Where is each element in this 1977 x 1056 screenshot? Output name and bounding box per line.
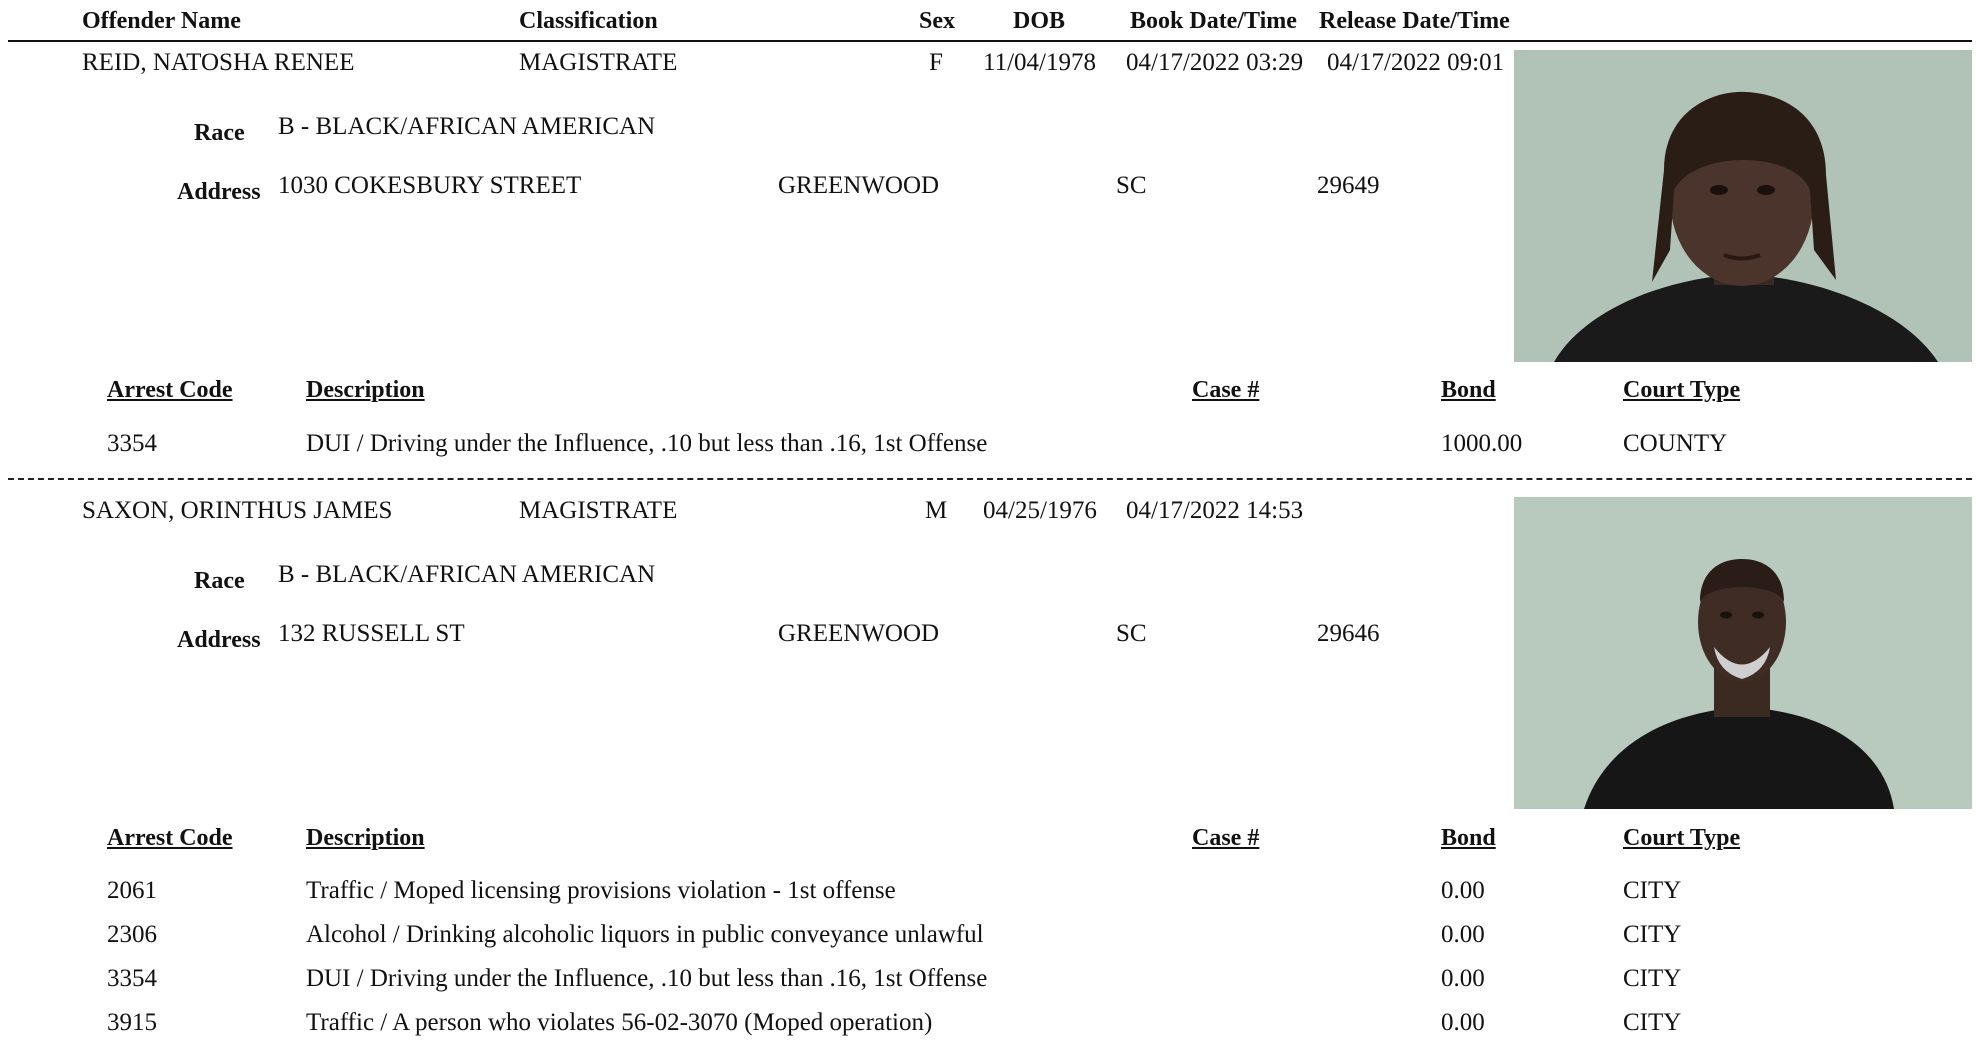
address-city: GREENWOOD bbox=[778, 620, 940, 647]
charge-description: DUI / Driving under the Influence, .10 but less than .16, 1st Offense bbox=[306, 430, 988, 457]
address-label: Address bbox=[177, 179, 261, 205]
address-street: 132 RUSSELL ST bbox=[278, 620, 465, 647]
charge-description: Traffic / Moped licensing provisions violation - 1st offense bbox=[306, 877, 896, 904]
race-value: B - BLACK/AFRICAN AMERICAN bbox=[278, 113, 656, 140]
charge-code: 3354 bbox=[107, 965, 157, 992]
offender-sex: M bbox=[925, 497, 948, 524]
address-zip: 29649 bbox=[1317, 172, 1380, 199]
header-offender-name: Offender Name bbox=[82, 8, 241, 34]
charge-bond: 1000.00 bbox=[1441, 430, 1523, 457]
charges-header-court-type: Court Type bbox=[1623, 377, 1741, 403]
address-street: 1030 COKESBURY STREET bbox=[278, 172, 582, 199]
charge-code: 2061 bbox=[107, 877, 157, 904]
offender-book-datetime: 04/17/2022 03:29 bbox=[1126, 49, 1304, 76]
charge-bond: 0.00 bbox=[1441, 921, 1485, 948]
race-label: Race bbox=[194, 568, 245, 594]
offender-dob: 04/25/1976 bbox=[983, 497, 1097, 524]
offender-sex: F bbox=[929, 49, 943, 76]
offender-name: REID, NATOSHA RENEE bbox=[82, 49, 355, 76]
mugshot-photo bbox=[1514, 497, 1972, 809]
offender-book-datetime: 04/17/2022 14:53 bbox=[1126, 497, 1304, 524]
charge-court-type: CITY bbox=[1623, 921, 1682, 948]
charges-header-arrest-code: Arrest Code bbox=[107, 377, 233, 403]
charge-bond: 0.00 bbox=[1441, 965, 1485, 992]
charge-code: 3354 bbox=[107, 430, 157, 457]
offender-dob: 11/04/1978 bbox=[983, 49, 1096, 76]
offender-classification: MAGISTRATE bbox=[519, 497, 678, 524]
charge-code: 2306 bbox=[107, 921, 157, 948]
header-sex: Sex bbox=[919, 8, 955, 34]
address-state: SC bbox=[1116, 172, 1147, 199]
charge-court-type: CITY bbox=[1623, 965, 1682, 992]
charge-court-type: CITY bbox=[1623, 877, 1682, 904]
charges-header-description: Description bbox=[306, 377, 425, 403]
header-book-date: Book Date/Time bbox=[1130, 8, 1297, 34]
charges-header-description: Description bbox=[306, 825, 425, 851]
charges-header-case: Case # bbox=[1192, 825, 1260, 851]
charges-header-bond: Bond bbox=[1441, 825, 1496, 851]
address-zip: 29646 bbox=[1317, 620, 1380, 647]
charges-header-arrest-code: Arrest Code bbox=[107, 825, 233, 851]
mugshot-image bbox=[1514, 50, 1972, 362]
charge-description: Traffic / A person who violates 56-02-3070 (Moped operation) bbox=[306, 1009, 933, 1036]
offender-classification: MAGISTRATE bbox=[519, 49, 678, 76]
address-city: GREENWOOD bbox=[778, 172, 940, 199]
offender-release-datetime: 04/17/2022 09:01 bbox=[1327, 49, 1505, 76]
charge-bond: 0.00 bbox=[1441, 1009, 1485, 1036]
charge-court-type: CITY bbox=[1623, 1009, 1682, 1036]
mugshot-photo bbox=[1514, 50, 1972, 362]
offender-name: SAXON, ORINTHUS JAMES bbox=[82, 497, 393, 524]
charges-header-case: Case # bbox=[1192, 377, 1260, 403]
race-label: Race bbox=[194, 120, 245, 146]
address-state: SC bbox=[1116, 620, 1147, 647]
address-label: Address bbox=[177, 627, 261, 653]
charges-header-court-type: Court Type bbox=[1623, 825, 1741, 851]
mugshot-image bbox=[1514, 497, 1972, 809]
charge-description: DUI / Driving under the Influence, .10 but less than .16, 1st Offense bbox=[306, 965, 988, 992]
header-classification: Classification bbox=[519, 8, 658, 34]
charges-header-bond: Bond bbox=[1441, 377, 1496, 403]
charge-description: Alcohol / Drinking alcoholic liquors in public conveyance unlawful bbox=[306, 921, 984, 948]
header-release-date: Release Date/Time bbox=[1319, 8, 1510, 34]
race-value: B - BLACK/AFRICAN AMERICAN bbox=[278, 561, 656, 588]
charge-code: 3915 bbox=[107, 1009, 157, 1036]
charge-bond: 0.00 bbox=[1441, 877, 1485, 904]
header-divider bbox=[8, 40, 1972, 42]
header-dob: DOB bbox=[1013, 8, 1066, 34]
record-divider bbox=[8, 478, 1972, 480]
charge-court-type: COUNTY bbox=[1623, 430, 1728, 457]
